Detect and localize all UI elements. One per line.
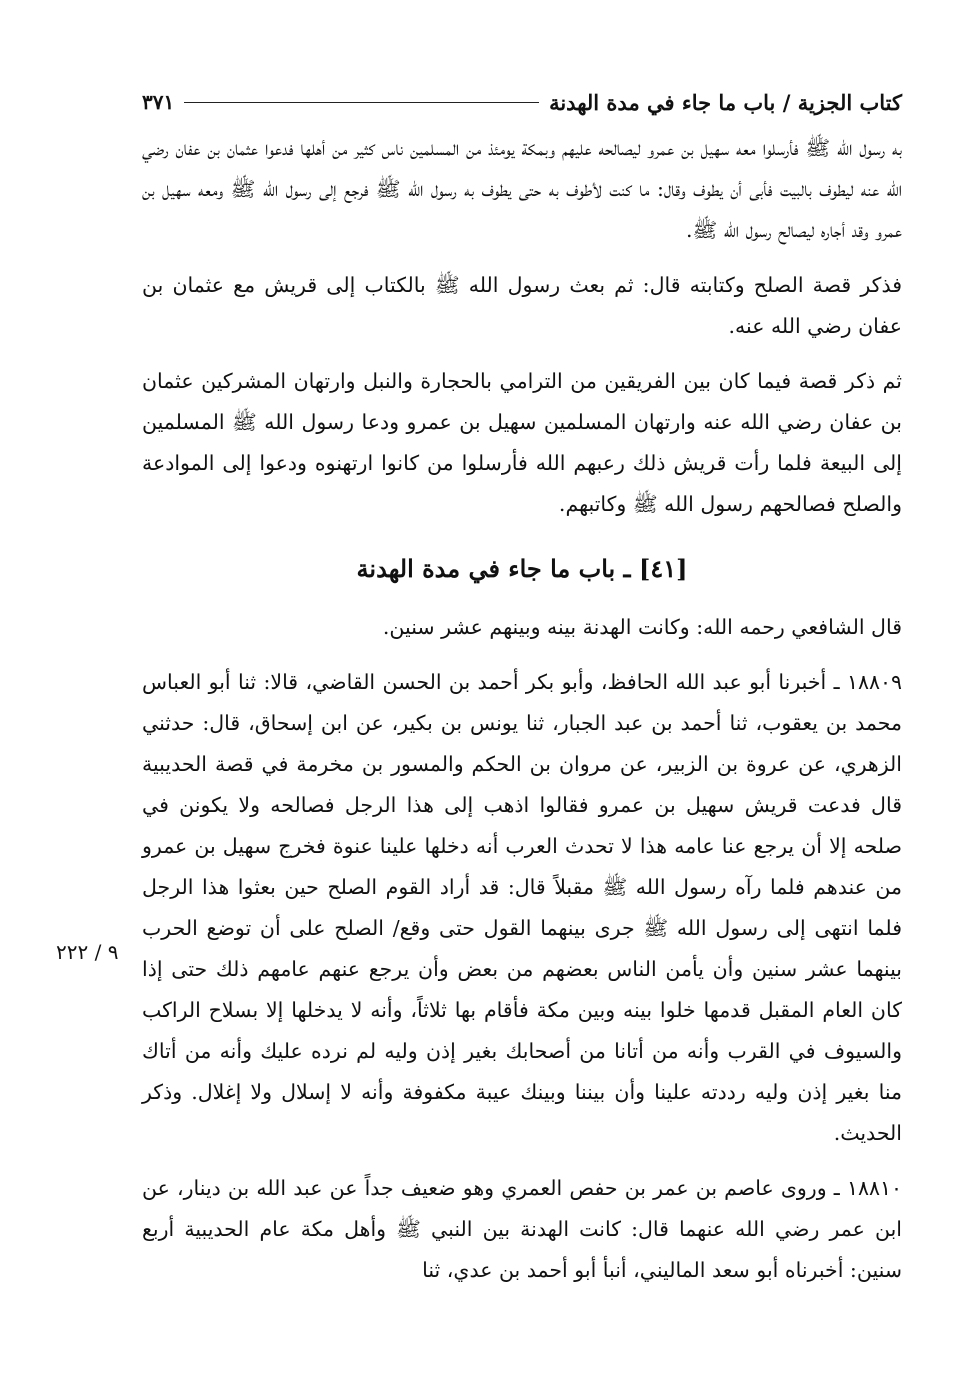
running-header-title: كتاب الجزية / باب ما جاء في مدة الهدنة	[549, 89, 902, 115]
paragraph-1: به رسول الله ﷺ فأرسلوا معه سهيل بن عمرو ليصالحه عليهم وبمكة يومئذ من المسلمين ناس كثير من أهلها فدعوا عثمان بن عفان رضي الله عنه ليطوف بالبيت فأبى أن يطوف وقال: ما كنت لأطوف به حتى يطوف به رسول الله ﷺ فرجع إلى رسول الله ﷺ ومعه سهيل بن عمرو وقد أجاره ليصالح رسول الله ﷺ.	[142, 136, 902, 242]
hadith-18809: ١٨٨٠٩ ـ أخبرنا أبو عبد الله الحافظ، وأبو بكر أحمد بن الحسن القاضي، قالا: ثنا أبو العباس محمد بن يعقوب، ثنا أحمد بن عبد الجبار، ثنا يونس بن بكير، عن ابن إسحاق، قال: حدثني الزهري، عن عروة بن الزبير، عن مروان بن الحكم والمسور بن مخرمة في قصة الحديبية قال فدعت قريش سهيل بن عمرو فقالوا اذهب إلى هذا الرجل فصالحه ولا يكونن في صلحه إلا أن يرجع عنا عامه هذا لا تحدث العرب أنه دخلها علينا عنوة فخرج سهيل بن عمرو من عندهم فلما رآه رسول الله ﷺ مقبلاً قال: قد أراد القوم الصلح حين بعثوا هذا الرجل فلما انتهى إلى رسول الله ﷺ جرى بينهما القول حتى وقع/ الصلح على أن توضع الحرب بينهما عشر سنين وأن يأمن الناس بعضهم من بعض وأن يرجع عنهم عامهم ذلك حتى إذا كان العام المقبل قدمها خلوا بينه وبين مكة فأقام بها ثلاثاً، وأنه لا يدخلها إلا بسلاح الراكب والسيوف في القرب وأنه من أتانا من أصحابك بغير إذن وليه لم نرده عليك وأنه من أتاك منا بغير إذن وليه رددته علينا وأن بيننا وبينك عيبة مكفوفة وأنه لا إسلال ولا إغلال. وذكر الحديث.	[142, 670, 902, 1145]
book-page	[142, 82, 902, 1291]
margin-volume-page-note: ٩ / ٢٢٢	[56, 940, 119, 964]
header-rule	[184, 102, 539, 103]
hadith-18810: ١٨٨١٠ ـ وروى عاصم بن عمر بن حفص العمري وهو ضعيف جداً عن عبد الله بن دينار، عن ابن عمر رضي الله عنهما قال: كانت الهدنة بين النبي ﷺ وأهل مكة عام الحديبية أربع سنين: أخبرناه أبو سعد الماليني، أنبأ أبو أحمد بن عدي، ثنا	[142, 1176, 902, 1282]
paragraph-3: ثم ذكر قصة فيما كان بين الفريقين من الترامي بالحجارة والنبل وارتهان المشركين عثمان بن عفان رضي الله عنه وارتهان المسلمين سهيل بن عمرو ودعا رسول الله ﷺ المسلمين إلى البيعة فلما رأت قريش ذلك رعبهم الله فأرسلوا من كانوا ارتهنوه ودعوا إلى الموادعة والصلح فصالحهم رسول الله ﷺ وكاتبهم.	[142, 369, 902, 516]
paragraph-2: فذكر قصة الصلح وكتابته قال: ثم بعث رسول الله ﷺ بالكتاب إلى قريش مع عثمان بن عفان رضي الله عنه.	[142, 273, 902, 338]
section-heading: [٤١] ـ باب ما جاء في مدة الهدنة	[356, 554, 688, 583]
section-intro: قال الشافعي رحمه الله: وكانت الهدنة بينه وبينهم عشر سنين.	[382, 615, 902, 639]
page-number: ٣٧١	[142, 90, 175, 114]
running-header	[142, 82, 902, 122]
